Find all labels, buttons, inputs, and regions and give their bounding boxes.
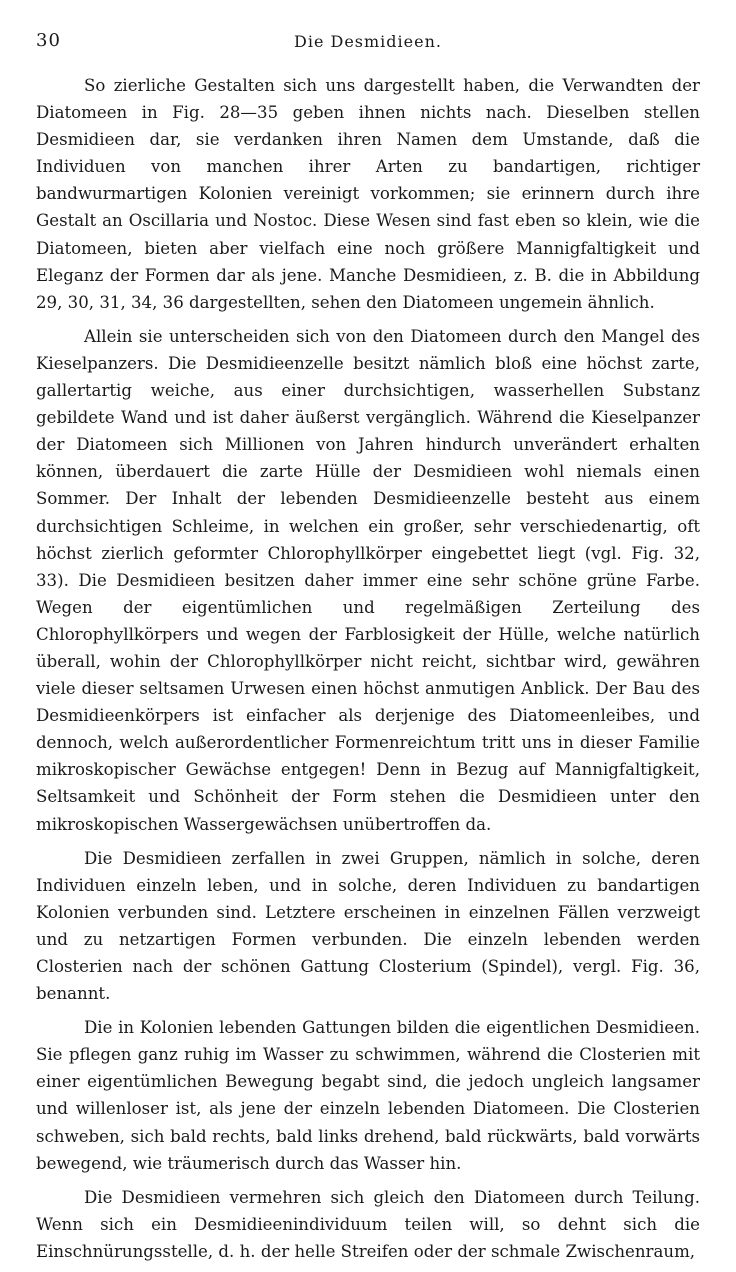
paragraph-3: Die Desmidieen zerfallen in zwei Gruppen, nämlich in solche, deren Individuen einzeln leben, und in solche, deren Individuen zu bandartigen Kolonien verbunden sind. Letztere erscheinen in einzelnen Fällen verzweigt und zu netzartigen Formen verbunden. Die einzeln lebenden werden Closterien nach der schönen Gattung Closterium (Spindel), vergl. Fig. 36, benannt. bbox=[36, 848, 700, 1004]
page-header bbox=[36, 30, 700, 54]
paragraph-1: So zierliche Gestalten sich uns dargestellt haben, die Verwandten der Diatomeen in Fig. 28—35 geben ihnen nichts nach. Dieselben stellen Desmidieen dar, sie verdanken ihren Namen dem Umstande, daß die Individuen von manchen ihrer Arten zu bandartigen, richtiger bandwurmartigen Kolonien vereinigt vorkommen; sie erinnern durch ihre Gestalt an Oscillaria und Nostoc. Diese Wesen sind fast eben so klein, wie die Diatomeen, bieten aber vielfach eine noch größere Mannigfaltigkeit und Eleganz der Formen dar als jene. Manche Desmidieen, z. B. die in Abbildung 29, 30, 31, 34, 36 dargestellten, sehen den Diatomeen ungemein ähnlich. bbox=[36, 76, 700, 312]
running-title: Die Desmidieen. bbox=[294, 32, 442, 51]
page-number: 30 bbox=[36, 30, 61, 51]
page-body bbox=[36, 72, 700, 1272]
paragraph-4: Die in Kolonien lebenden Gattungen bilden die eigentlichen Desmidieen. Sie pflegen ganz ruhig im Wasser zu schwimmen, während die Closterien mit einer eigentümlichen Bewegung begabt sind, die jedoch ungleich langsamer und willenloser ist, als jene der einzeln lebenden Diatomeen. Die Closterien schweben, sich bald rechts, bald links drehend, bald rückwärts, bald vorwärts bewegend, wie träumerisch durch das Wasser hin. bbox=[36, 1018, 700, 1173]
paragraph-5: Die Desmidieen vermehren sich gleich den Diatomeen durch Teilung. Wenn sich ein Desmidieenindividuum teilen will, so dehnt sich die Einschnürungsstelle, d. h. der helle Streifen oder der schmale Zwischenraum, bbox=[36, 1187, 700, 1261]
paragraph-2: Allein sie unterscheiden sich von den Diatomeen durch den Mangel des Kieselpanzers. Die Desmidieenzelle besitzt nämlich bloß eine höchst zarte, gallertartig weiche, aus einer durchsichtigen, wasserhellen Substanz gebildete Wand und ist daher äußerst vergänglich. Während die Kieselpanzer der Diatomeen sich Millionen von Jahren hindurch unverändert erhalten können, überdauert die zarte Hülle der Desmidieen wohl niemals einen Sommer. Der Inhalt der lebenden Desmidieenzelle besteht aus einem durchsichtigen Schleime, in welchen ein großer, sehr verschiedenartig, oft höchst zierlich geformter Chlorophyllkörper eingebettet liegt (vgl. Fig. 32, 33). Die Desmidieen besitzen daher immer eine sehr schöne grüne Farbe. Wegen der eigentümlichen und regelmäßigen Zerteilung des Chlorophyllkörpers und wegen der Farblosigkeit der Hülle, welche natürlich überall, wohin der Chlorophyllkörper nicht reicht, sichtbar wird, gewähren viele dieser seltsamen Urwesen einen höchst anmutigen Anblick. Der Bau des Desmidieenkörpers ist einfacher als derjenige des Diatomeenleibes, und dennoch, welch außerordentlicher Formenreichtum tritt uns in dieser Familie mikroskopischer Gewächse entgegen! Denn in Bezug auf Mannigfaltigkeit, Seltsamkeit und Schönheit der Form stehen die Desmidieen unter den mikroskopischen Wassergewächsen unübertroffen da. bbox=[36, 326, 700, 834]
